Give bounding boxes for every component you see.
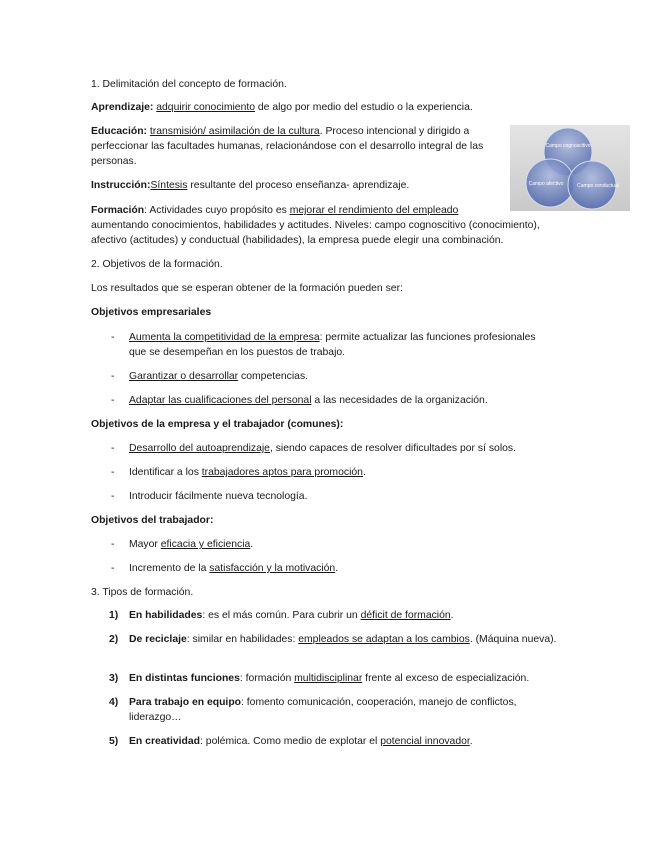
list-item: Mayor eficacia y eficiencia. bbox=[129, 539, 254, 550]
list-number: 4) bbox=[109, 697, 119, 708]
heading-objetivos-trabajador: Objetivos del trabajador: bbox=[91, 515, 214, 526]
heading-objetivos-empresariales: Objetivos empresariales bbox=[91, 307, 212, 318]
term-educacion: Educación: bbox=[91, 126, 148, 137]
list-dash: - bbox=[111, 395, 115, 406]
list-dash: - bbox=[111, 443, 115, 454]
heading-objetivos-comunes: Objetivos de la empresa y el trabajador (comunes): bbox=[91, 419, 344, 430]
list-number: 3) bbox=[109, 673, 119, 684]
list-item: Aumenta la competitividad de la empresa: permite actualizar las funciones profesionales bbox=[129, 332, 536, 343]
list-number: 1) bbox=[109, 610, 119, 621]
list-item: Desarrollo del autoaprendizaje, siendo capaces de resolver dificultades por sí solos. bbox=[129, 443, 516, 454]
def-instruccion: Instrucción:Síntesis resultante del proceso enseñanza- aprendizaje. bbox=[91, 180, 410, 191]
list-item: Para trabajo en equipo: fomento comunicación, cooperación, manejo de conflictos, liderazgo… bbox=[129, 697, 517, 723]
list-item: Introducir fácilmente nueva tecnología. bbox=[129, 491, 308, 502]
list-item: En habilidades: es el más común. Para cubrir un déficit de formación. bbox=[129, 610, 454, 621]
venn-diagram-image bbox=[510, 125, 630, 211]
venn-diagram bbox=[510, 125, 630, 211]
term-formacion: Formación bbox=[91, 205, 145, 216]
list-item: Incremento de la satisfacción y la motivación. bbox=[129, 563, 339, 574]
list-number: 2) bbox=[109, 634, 119, 645]
venn-label-conductual: Campo conductual bbox=[577, 183, 619, 189]
def-aprendizaje: Aprendizaje: adquirir conocimiento de algo por medio del estudio o la experiencia. bbox=[91, 102, 473, 113]
list-dash: - bbox=[111, 467, 115, 478]
section-3-title: 3. Tipos de formación. bbox=[91, 587, 194, 598]
venn-label-cognoscitivo: Campo cognoscitivo bbox=[545, 143, 591, 149]
list-item: Adaptar las cualificaciones del personal a las necesidades de la organización. bbox=[129, 395, 488, 406]
list-item: Garantizar o desarrollar competencias. bbox=[129, 371, 309, 382]
list-item: En distintas funciones: formación multidisciplinar frente al exceso de especialización. bbox=[129, 673, 530, 684]
list-dash: - bbox=[111, 332, 115, 343]
term-aprendizaje: Aprendizaje: bbox=[91, 102, 154, 113]
section-2-title: 2. Objetivos de la formación. bbox=[91, 259, 223, 270]
section-1-title: 1. Delimitación del concepto de formación. bbox=[91, 79, 287, 90]
list-number: 5) bbox=[109, 736, 119, 747]
list-item: En creatividad: polémica. Como medio de explotar el potencial innovador. bbox=[129, 736, 473, 747]
section-2-intro: Los resultados que se esperan obtener de la formación pueden ser: bbox=[91, 283, 403, 294]
venn-label-afectivo: Campo afectivo bbox=[528, 181, 564, 187]
list-item: De reciclaje: similar en habilidades: empleados se adaptan a los cambios. (Máquina nueva). bbox=[129, 634, 557, 645]
list-dash: - bbox=[111, 563, 115, 574]
list-dash: - bbox=[111, 371, 115, 382]
list-item: Identificar a los trabajadores aptos para promoción. bbox=[129, 467, 366, 478]
list-dash: - bbox=[111, 539, 115, 550]
term-instruccion: Instrucción: bbox=[91, 180, 151, 191]
list-dash: - bbox=[111, 491, 115, 502]
